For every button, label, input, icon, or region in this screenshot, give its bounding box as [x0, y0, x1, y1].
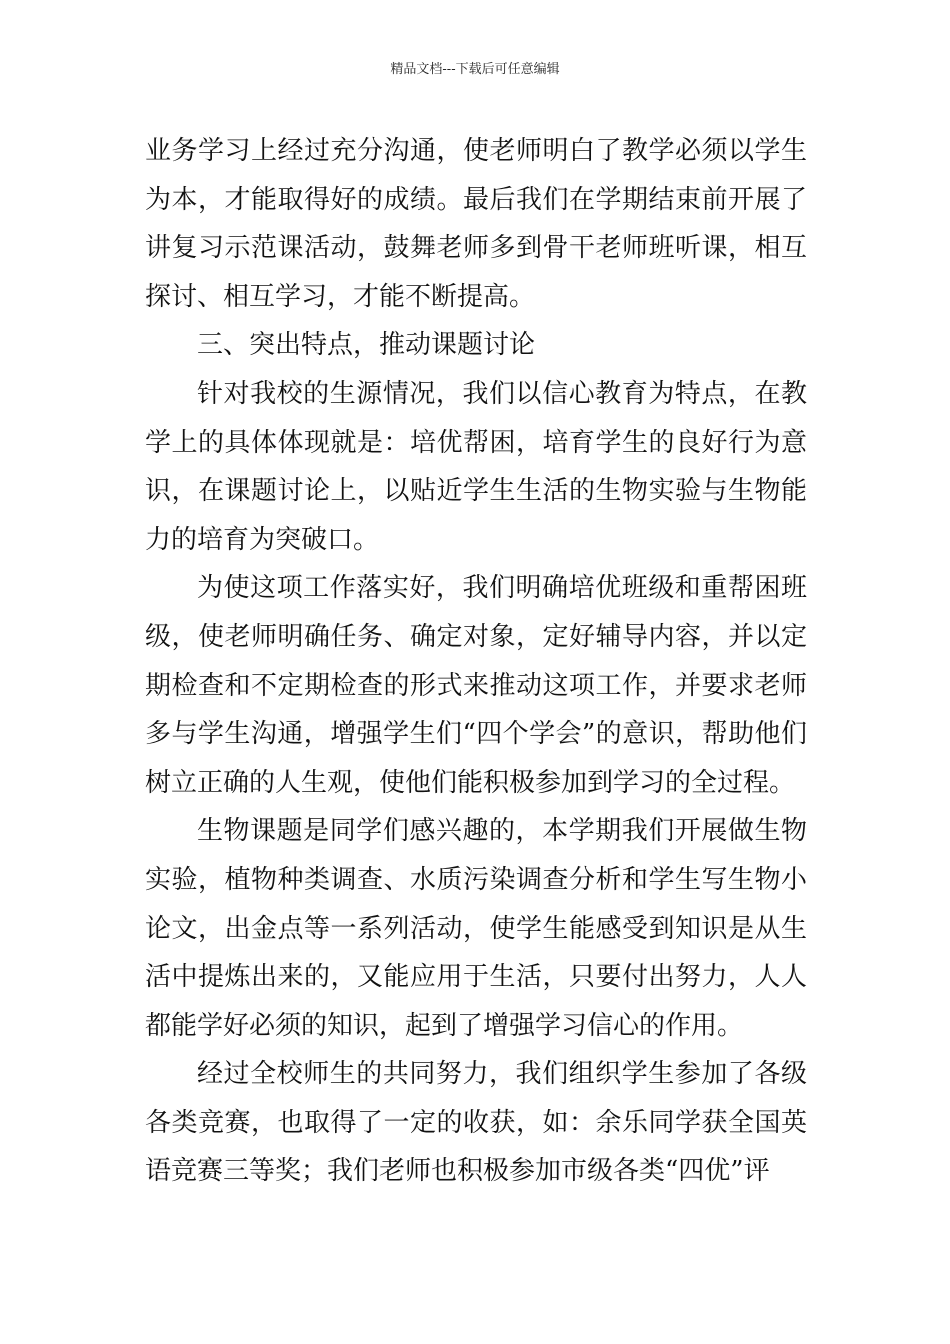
page-header: 精品文档---下载后可任意编辑	[390, 62, 560, 77]
document-body	[145, 127, 807, 1196]
paragraph-continuation: 业务学习上经过充分沟通，使老师明白了教学必须以学生为本，才能取得好的成绩。最后我们在学期结束前开展了讲复习示范课活动，鼓舞老师多到骨干老师班听课，相互探讨、相互学习，才能不断提高。	[145, 136, 807, 312]
paragraph: 生物课题是同学们感兴趣的，本学期我们开展做生物实验，植物种类调查、水质污染调查分析和学生写生物小论文，出金点等一系列活动，使学生能感受到知识是从生活中提炼出来的，又能应用于生活，只要付出努力，人人都能学好必须的知识，起到了增强学习信心的作用。	[145, 816, 807, 1041]
paragraph: 经过全校师生的共同努力，我们组织学生参加了各级各类竞赛，也取得了一定的收获，如：余乐同学获全国英语竞赛三等奖；我们老师也积极参加市级各类“四优”评	[145, 1059, 807, 1187]
paragraph: 为使这项工作落实好，我们明确培优班级和重帮困班级，使老师明确任务、确定对象，定好辅导内容，并以定期检查和不定期检查的形式来推动这项工作，并要求老师多与学生沟通，增强学生们“四个学会”的意识，帮助他们树立正确的人生观，使他们能积极参加到学习的全过程。	[145, 573, 807, 798]
paragraph: 针对我校的生源情况，我们以信心教育为特点，在教学上的具体体现就是：培优帮困，培育学生的良好行为意识，在课题讨论上，以贴近学生生活的生物实验与生物能力的培育为突破口。	[145, 378, 807, 555]
section-heading: 三、突出特点，推动课题讨论	[197, 330, 536, 361]
